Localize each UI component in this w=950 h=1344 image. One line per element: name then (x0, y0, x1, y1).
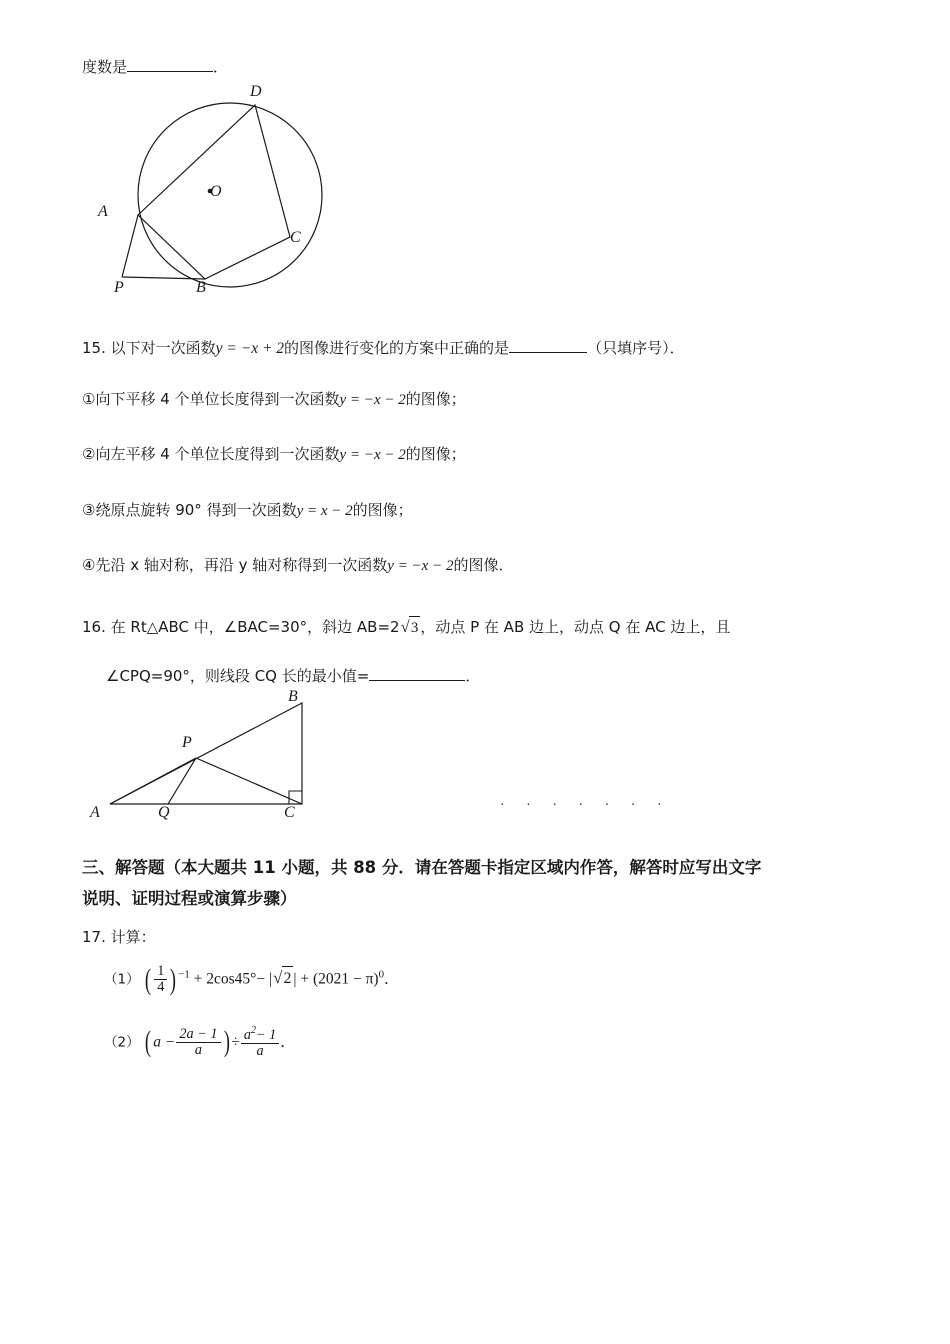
option-1-math: y = −x − 2 (339, 391, 406, 408)
option-4-post: 的图像． (453, 556, 514, 575)
question-15-stem-math: y = −x + 2 (215, 339, 285, 357)
sub1-paren-left: ( (145, 963, 152, 996)
sub2-label: （2） (104, 1034, 140, 1051)
sub2-paren-right: ) (223, 1026, 230, 1059)
question-16-number: 16. (82, 617, 106, 636)
question-15-option-2 (82, 443, 872, 467)
section-heading-line2: 说明、证明过程或演算步骤） (82, 888, 297, 908)
option-4-math: y = −x − 2 (387, 558, 454, 575)
option-3-pre: 绕原点旋转 90° 得到一次函数 (95, 500, 297, 519)
question-15-option-1 (82, 388, 872, 412)
question-15-blank[interactable] (509, 337, 587, 352)
question-17-prompt-text: 计算： (110, 927, 156, 946)
triangle-label-C: C (284, 803, 295, 821)
top-fragment-text: 度数是 (82, 58, 128, 76)
sub1-sqrt: 2 (282, 966, 294, 990)
sub2-frac2-num (241, 1026, 279, 1044)
triangle-label-A: A (90, 803, 100, 821)
sub2-frac2-num-rest: − 1 (255, 1026, 277, 1043)
option-2-pre: 向左平移 4 个单位长度得到一次函数 (95, 445, 340, 464)
option-3-marker: ③ (82, 500, 96, 519)
sub2-fraction-2 (241, 1026, 279, 1060)
question-17-sub2 (82, 1026, 872, 1060)
sub2-frac1-den: a (194, 1042, 202, 1059)
sub2-frac2-num-sup: 2 (250, 1024, 256, 1036)
figure-label-C: C (290, 228, 301, 246)
question-16-text-b: ，动点 P 在 AB 边上，动点 Q 在 AC 边上，且 (420, 617, 731, 636)
sub2-operator: ÷ (231, 1033, 240, 1051)
sub1-frac-num: 1 (154, 964, 167, 980)
sub1-mid2: | + (2021 − π) (293, 970, 379, 988)
question-17-number: 17. (82, 927, 106, 946)
question-16-text-a: 在 Rt△ABC 中，∠BAC=30°，斜边 AB=2 (110, 617, 400, 636)
question-16-text-d: ． (465, 667, 481, 686)
answer-blank[interactable] (127, 57, 213, 72)
question-17-prompt (82, 926, 872, 949)
question-15-option-4 (82, 554, 872, 578)
section-heading-line1: 三、解答题（本大题共 11 小题，共 88 分．请在答题卡指定区域内作答，解答时应写出文字 (82, 857, 762, 877)
question-16-sqrt: 3 (409, 616, 421, 640)
sub2-frac2-num-base: a (243, 1026, 251, 1043)
sub1-frac-den: 4 (157, 979, 165, 996)
top-fragment-tail: ． (213, 58, 229, 76)
question-16-text-c: ∠CPQ=90°，则线段 CQ 长的最小值= (106, 667, 370, 686)
question-15-stem-tail: （只填序号）． (587, 338, 685, 357)
sub1-exponent2: 0 (378, 968, 385, 981)
triangle-label-B: B (288, 687, 298, 705)
top-fragment-line (82, 56, 872, 79)
figure-label-D: D (250, 82, 262, 100)
question-15-stem (82, 337, 872, 360)
sub1-exponent: −1 (178, 968, 190, 981)
page-content (82, 56, 872, 1061)
circle-figure (82, 82, 872, 327)
circle-figure-svg (100, 87, 420, 322)
figure-label-B: B (196, 278, 206, 296)
triangle-label-P: P (182, 733, 192, 751)
option-2-post: 的图像； (405, 445, 466, 464)
sub1-mid: + 2cos45°− | (193, 970, 273, 988)
figure-label-P: P (114, 278, 124, 296)
option-4-marker: ④ (82, 556, 96, 575)
sub2-frac1-num: 2a − 1 (176, 1027, 220, 1043)
question-16-line2 (82, 665, 872, 688)
sub1-paren-right: ) (170, 963, 177, 996)
sub1-label: （1） (104, 971, 140, 988)
triangle-label-Q: Q (158, 803, 170, 821)
question-16-blank[interactable] (369, 666, 465, 681)
sub2-frac2-den: a (256, 1042, 264, 1059)
option-2-math: y = −x − 2 (339, 447, 406, 464)
option-1-marker: ① (82, 389, 96, 408)
sub1-fraction (154, 964, 167, 996)
question-15-stem-post: 的图像进行变化的方案中正确的是 (284, 338, 510, 357)
option-3-math: y = x − 2 (296, 502, 353, 519)
triangle-figure-svg (96, 698, 416, 823)
sub2-paren-left: ( (145, 1026, 152, 1059)
question-16-line1 (82, 616, 872, 640)
option-2-marker: ② (82, 445, 96, 464)
triangle-figure (82, 687, 872, 828)
question-15-stem-pre: 以下对一次函数 (110, 338, 216, 357)
sub2-tail: ． (280, 1033, 296, 1051)
question-17-sub1 (82, 964, 872, 996)
option-1-pre: 向下平移 4 个单位长度得到一次函数 (95, 389, 340, 408)
sub2-fraction-1 (176, 1027, 220, 1059)
figure-label-A: A (98, 202, 108, 220)
decorative-dots: · · · · · · · (500, 797, 671, 813)
question-15-option-3 (82, 499, 872, 523)
question-15-number: 15. (82, 338, 106, 357)
sub2-lead: a − (153, 1033, 176, 1051)
sub1-tail: ． (384, 970, 400, 988)
figure-label-O: O (210, 182, 222, 200)
option-4-pre: 先沿 x 轴对称，再沿 y 轴对称得到一次函数 (95, 556, 388, 575)
option-1-post: 的图像； (405, 389, 466, 408)
option-3-post: 的图像； (352, 500, 413, 519)
